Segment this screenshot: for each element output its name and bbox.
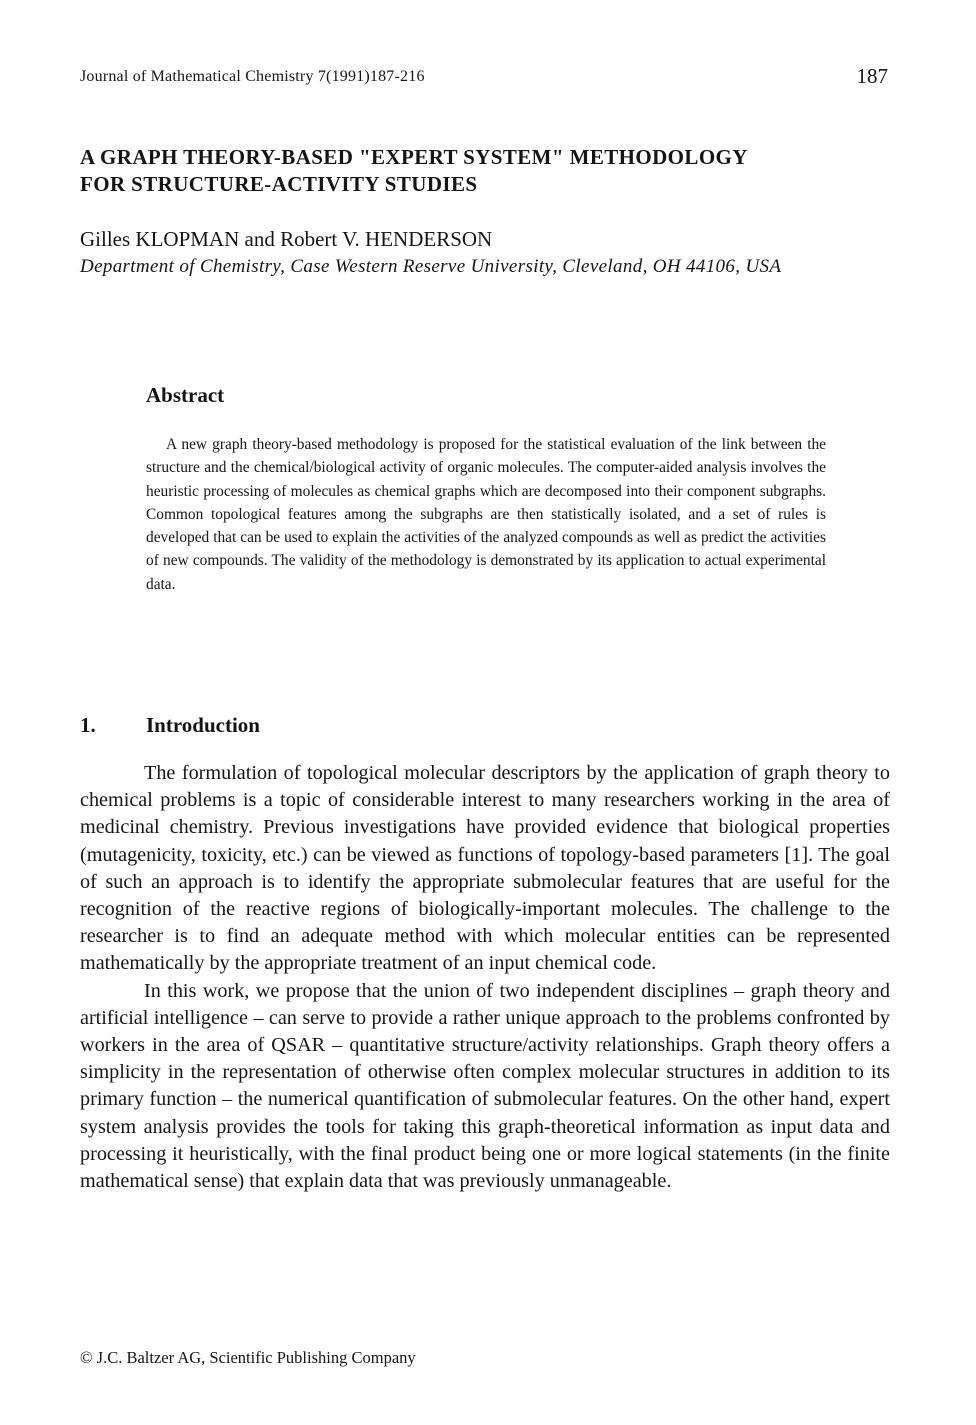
introduction-body <box>80 760 890 1195</box>
paper-title-line-1: A GRAPH THEORY-BASED "EXPERT SYSTEM" METHODOLOGY <box>80 145 748 169</box>
introduction-paragraph-1: The formulation of topological molecular descriptors by the application of graph theory to chemical problems is a topic of considerable interest to many researchers working in the area of medicinal chemistry. Previous investigations have provided evidence that biological properties (mutagenicity, toxicity, etc.) can be viewed as functions of topology-based parameters [1]. The goal of such an approach is to identify the appropriate submolecular features that are useful for the recognition of the reactive regions of biologically-important molecules. The challenge to the researcher is to find an adequate method with which molecular entities can be represented mathematically by the appropriate treatment of an input chemical code. <box>80 762 890 975</box>
journal-reference: Journal of Mathematical Chemistry 7(1991)187-216 <box>80 68 425 85</box>
running-head <box>80 64 890 88</box>
journal-page <box>80 0 890 1425</box>
section-number: 1. <box>80 713 96 737</box>
abstract-heading: Abstract <box>146 383 225 407</box>
paper-title-line-2: FOR STRUCTURE-ACTIVITY STUDIES <box>80 172 478 196</box>
abstract-text: A new graph theory-based methodology is proposed for the statistical evaluation of the link between the structure and the chemical/biological activity of organic molecules. The computer-aided analysis involves the heuristic processing of molecules as chemical graphs which are decomposed into their component subgraphs. Common topological features among the subgraphs are then statistically isolated, and a set of rules is developed that can be used to explain the activities of the analyzed compounds as well as predict the activities of new compounds. The validity of the methodology is demonstrated by its application to actual experimental data. <box>146 436 826 593</box>
affiliation: Department of Chemistry, Case Western Reserve University, Cleveland, OH 44106, USA <box>80 256 782 277</box>
section-heading <box>80 711 260 739</box>
copyright-notice: © J.C. Baltzer AG, Scientific Publishing Company <box>80 1348 416 1367</box>
page-number: 187 <box>856 64 888 88</box>
authors: Gilles KLOPMAN and Robert V. HENDERSON <box>80 227 493 251</box>
paper-title <box>80 144 890 198</box>
introduction-paragraph-2: In this work, we propose that the union of two independent disciplines – graph theory and artificial intelligence – can serve to provide a rather unique approach to the problems confronted by workers in the area of QSAR – quantitative structure/activity relationships. Graph theory offers a simplicity in the representation of otherwise often complex molecular structures in addition to its primary function – the numerical quantification of submolecular features. On the other hand, expert system analysis provides the tools for taking this graph-theoretical information as input data and processing it heuristically, with the final product being one or more logical statements (in the finite mathematical sense) that explain data that was previously unmanageable. <box>80 979 890 1193</box>
section-title: Introduction <box>146 713 260 737</box>
